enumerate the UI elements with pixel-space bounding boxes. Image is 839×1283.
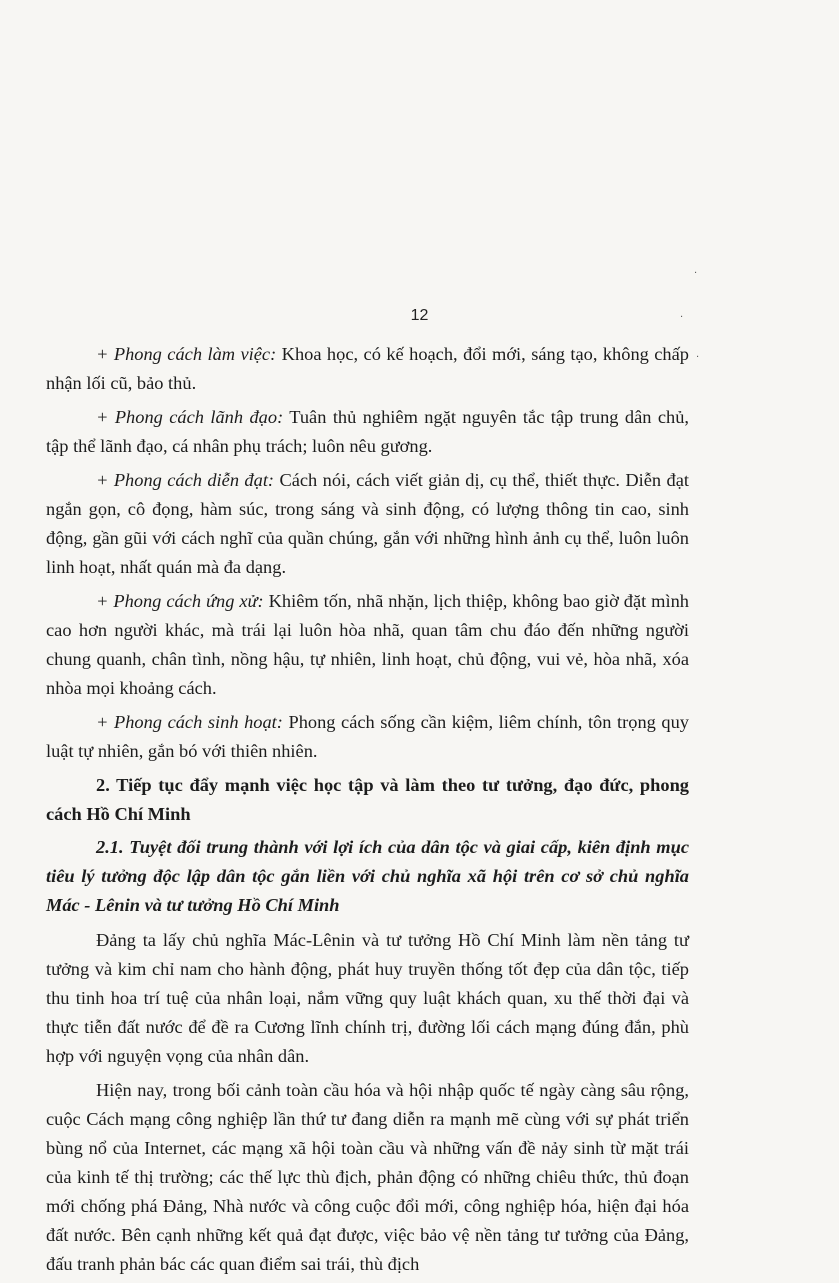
style-text: Tuân thủ nghiêm ngặt nguyên tắc tập trung dân chủ, tập thể lãnh đạo, cá nhân phụ trách; luôn nêu gương. — [46, 407, 689, 456]
style-lead: + Phong cách diễn đạt: — [96, 470, 275, 490]
style-text: Phong cách sống cần kiệm, liêm chính, tôn trọng quy luật tự nhiên, gắn bó với thiên nhiên. — [46, 712, 689, 761]
body-paragraph: Hiện nay, trong bối cảnh toàn cầu hóa và hội nhập quốc tế ngày càng sâu rộng, cuộc Cách mạng công nghiệp lần thứ tư đang diễn ra mạnh mẽ cùng với sự phát triển bùng nổ của Internet, các mạng xã hội toàn cầu và những vấn đề nảy sinh từ mặt trái của kinh tế thị trường; các thế lực thù địch, phản động có những chiêu thức, thủ đoạn mới chống phá Đảng, Nhà nước và công cuộc đổi mới, công nghiệp hóa, hiện đại hóa đất nước. Bên cạnh những kết quả đạt được, việc bảo vệ nền tảng tư tưởng của Đảng, đấu tranh phản bác các quan điểm sai trái, thù địch — [46, 1080, 689, 1274]
style-text: Khiêm tốn, nhã nhặn, lịch thiệp, không bao giờ đặt mình cao hơn người khác, mà trái lại luôn hòa nhã, quan tâm chu đáo đến những người chung quanh, chân tình, nồng hậu, tự nhiên, linh hoạt, chủ động, vui vẻ, hòa nhã, xóa nhòa mọi khoảng cách. — [46, 591, 689, 698]
page-number: 12 — [410, 307, 429, 324]
scan-speck: · — [696, 352, 700, 363]
style-text: Khoa học, có kế hoạch, đổi mới, sáng tạo, không chấp nhận lối cũ, bảo thủ. — [46, 344, 689, 393]
style-paragraph-expression — [46, 466, 689, 582]
style-lead: + Phong cách lãnh đạo: — [96, 407, 284, 427]
style-text: Cách nói, cách viết giản dị, cụ thể, thiết thực. Diễn đạt ngắn gọn, cô đọng, hàm súc, trong sáng và sinh động, có lượng thông tin cao, sinh động, gần gũi với cách nghĩ của quần chúng, gắn với những hình ảnh cụ thể, luôn luôn linh hoạt, nhất quán mà đa dạng. — [46, 470, 689, 577]
section-heading: 2. Tiếp tục đẩy mạnh việc học tập và làm theo tư tưởng, đạo đức, phong cách Hồ Chí Minh — [46, 775, 689, 824]
body-paragraph: Đảng ta lấy chủ nghĩa Mác-Lênin và tư tưởng Hồ Chí Minh làm nền tảng tư tưởng và kim chỉ nam cho hành động, phát huy truyền thống tốt đẹp của dân tộc, tiếp thu tinh hoa trí tuệ của nhân loại, nắm vững quy luật khách quan, xu thế thời đại và thực tiễn đất nước để đề ra Cương lĩnh chính trị, đường lối cách mạng đúng đắn, phù hợp với nguyện vọng của nhân dân. — [46, 930, 689, 1066]
style-paragraph-lifestyle — [46, 708, 689, 766]
style-lead: + Phong cách làm việc: — [96, 344, 277, 364]
style-paragraph-work — [46, 340, 689, 398]
document-body — [46, 340, 689, 1283]
style-lead: + Phong cách sinh hoạt: — [96, 712, 283, 732]
style-paragraph-leadership — [46, 403, 689, 461]
scan-speck: · — [680, 312, 684, 323]
scan-speck: · — [694, 268, 698, 279]
style-paragraph-behavior — [46, 587, 689, 703]
style-lead: + Phong cách ứng xử: — [96, 591, 264, 611]
subsection-heading: 2.1. Tuyệt đối trung thành với lợi ích của dân tộc và giai cấp, kiên định mục tiêu lý tưởng độc lập dân tộc gắn liền với chủ nghĩa xã hội trên cơ sở chủ nghĩa Mác - Lênin và tư tưởng Hồ Chí Minh — [46, 837, 689, 915]
